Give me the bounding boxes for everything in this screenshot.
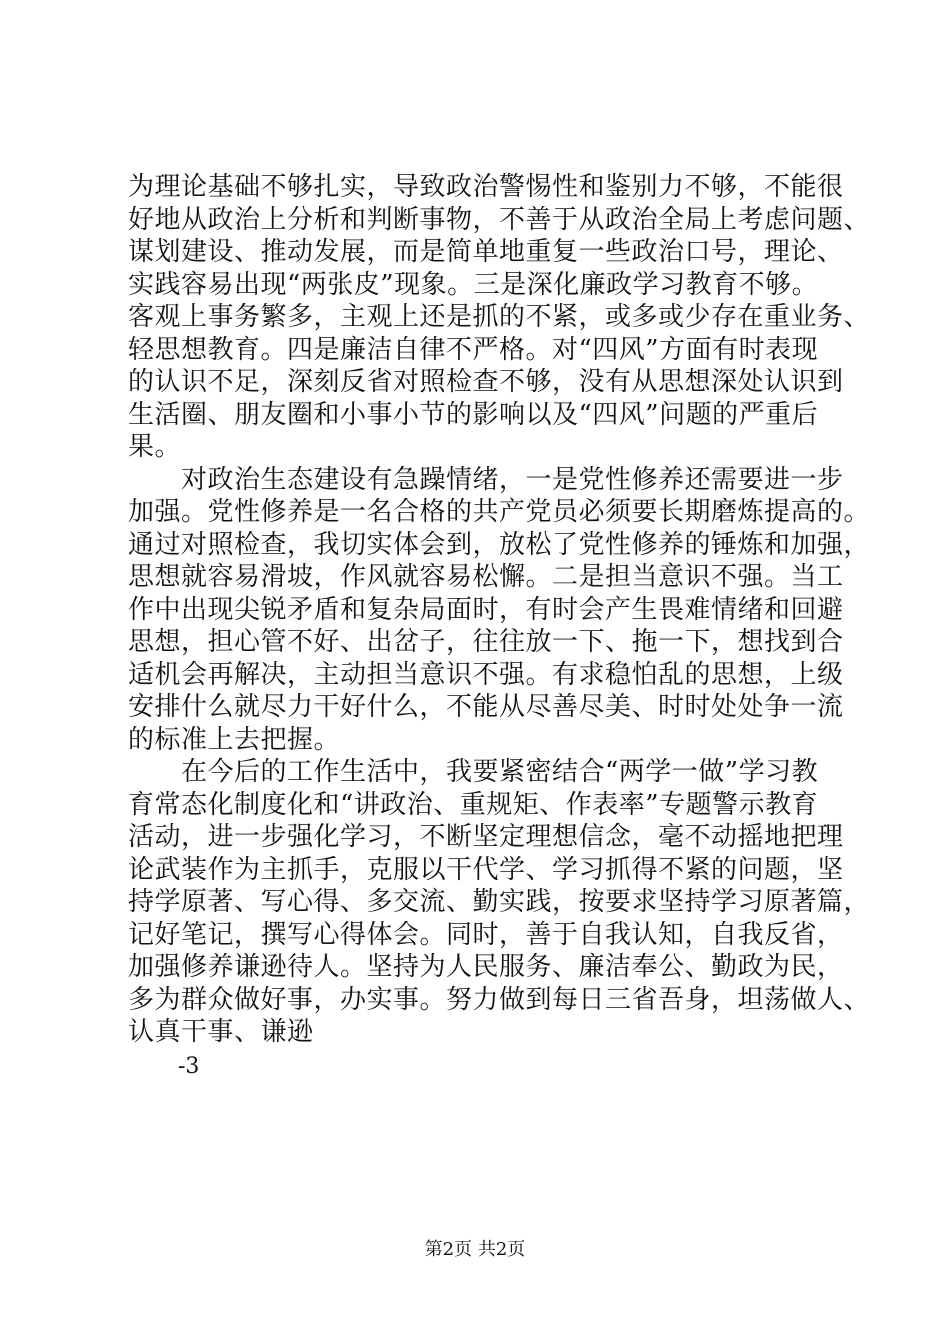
text-line: 适机会再解决，主动担当意识不强。有求稳怕乱的思想，上级 <box>128 659 844 690</box>
text-line: 的标准上去把握。 <box>128 724 341 755</box>
text-line: 多为群众做好事，办实事。努力做到每日三省吾身，坦荡做人、 <box>128 984 871 1015</box>
text-line: 谋划建设、推动发展，而是简单地重复一些政治口号，理论、 <box>128 237 844 267</box>
text-line: 生活圈、朋友圈和小事小节的影响以及“四风”问题的严重后 <box>128 399 819 430</box>
text-line: 实践容易出现“两张皮”现象。三是深化廉政学习教育不够。 <box>128 269 819 300</box>
text-line: 对政治生态建设有急躁情绪，一是党性修养还需要进一步 <box>128 464 844 495</box>
text-line: 好地从政治上分析和判断事物，不善于从政治全局上考虑问题、 <box>128 204 871 235</box>
text-line: 为理论基础不够扎实，导致政治警惕性和鉴别力不够，不能很 <box>128 172 844 202</box>
text-line: 活动，进一步强化学习，不断坚定理想信念，毫不动摇地把理 <box>128 822 844 852</box>
text-line: 论武装作为主抓手，克服以干代学、学习抓得不紧的问题，坚 <box>128 854 844 885</box>
document-body <box>128 171 871 1083</box>
page-marker: -3 <box>178 1053 200 1079</box>
text-line: 思想，担心管不好、出岔子，往往放一下、拖一下，想找到合 <box>128 627 844 657</box>
text-line: 加强修养谦逊待人。坚持为人民服务、廉洁奉公、勤政为民， <box>128 952 844 982</box>
text-line: 安排什么就尽力干好什么，不能从尽善尽美、时时处处争一流 <box>128 692 844 722</box>
text-line: 作中出现尖锐矛盾和复杂局面时，有时会产生畏难情绪和回避 <box>128 594 844 625</box>
text-line: 思想就容易滑坡，作风就容易松懈。二是担当意识不强。当工 <box>128 562 844 592</box>
text-line: 加强。党性修养是一名合格的共产党员必须要长期磨炼提高的。 <box>128 497 871 527</box>
text-line: 果。 <box>128 432 182 462</box>
text-line: 育常态化制度化和“讲政治、重规矩、作表率”专题警示教育 <box>128 789 819 820</box>
text-line: 认真干事、谦逊 <box>128 1017 314 1047</box>
text-line: 轻思想教育。四是廉洁自律不严格。对“四风”方面有时表现 <box>128 334 819 365</box>
page-footer: 第2页 共2页 <box>424 1239 526 1260</box>
text-line: 的认识不足，深刻反省对照检查不够，没有从思想深处认识到 <box>128 367 844 397</box>
text-line: 在今后的工作生活中，我要紧密结合“两学一做”学习教 <box>128 757 819 787</box>
text-line: 持学原著、写心得、多交流、勤实践，按要求坚持学习原著篇， <box>128 887 871 917</box>
text-line: 记好笔记，撰写心得体会。同时，善于自我认知，自我反省， <box>128 919 844 950</box>
text-line: 客观上事务繁多，主观上还是抓的不紧，或多或少存在重业务、 <box>128 302 871 332</box>
text-line: 通过对照检查，我切实体会到，放松了党性修养的锤炼和加强， <box>128 529 871 560</box>
